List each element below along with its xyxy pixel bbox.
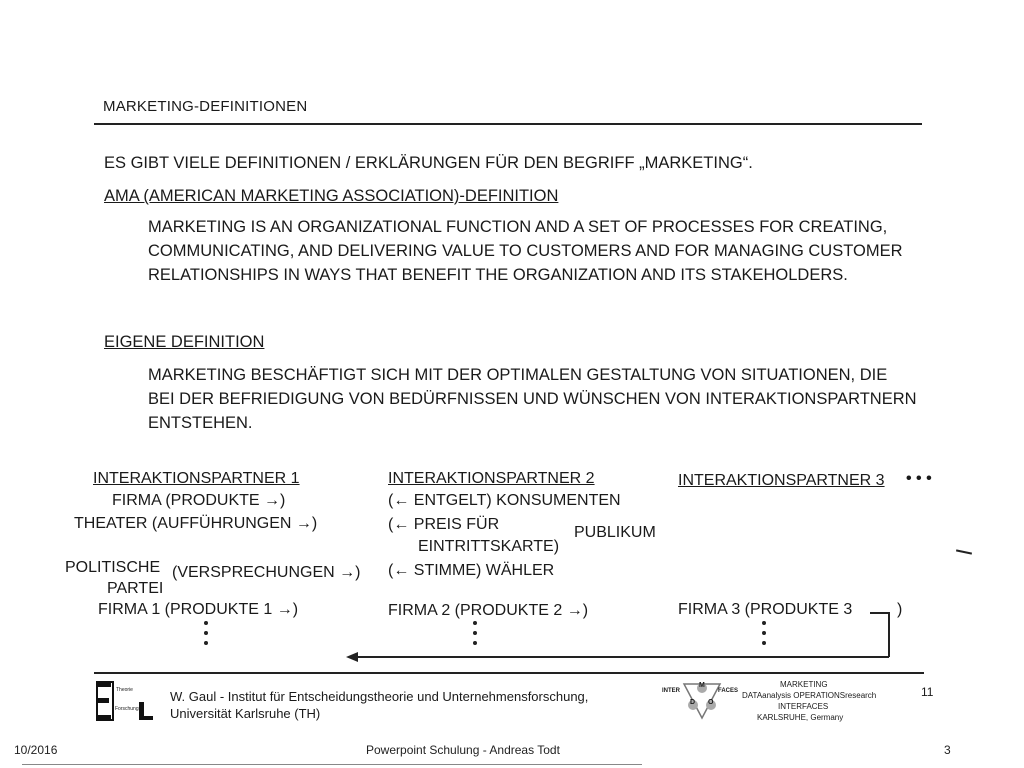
partner1-row3a: POLITISCHE	[65, 559, 161, 576]
footer-right-line3: INTERFACES	[778, 702, 829, 711]
footer-right-line2: DATAanalysis OPERATIONSresearch	[742, 691, 877, 700]
footer-right-line1: MARKETING	[780, 680, 828, 689]
partner2-heading: INTERAKTIONSPARTNER 2	[388, 470, 595, 487]
slide-page-number: 11	[921, 685, 934, 699]
mdo-logo-m: M	[699, 682, 705, 689]
title-divider	[94, 123, 922, 125]
partner2-row2b: EINTRITTSKARTE)	[418, 538, 560, 555]
institute-line2: Universität Karlsruhe (TH)	[170, 706, 321, 721]
partner2-row2c: PUBLIKUM	[574, 524, 656, 541]
ama-definition: MARKETING IS AN ORGANIZATIONAL FUNCTION AND A SET OF PROCESSES FOR CREATING, COMMUNICATING, AND DELIVERING VALUE TO CUSTOMERS AND FOR MANAGING CUSTOMER RELATIONSHIPS IN WAYS THAT BENEFIT THE ORGANIZATION AND ITS STAKEHOLDERS.	[148, 218, 903, 284]
footer-divider	[94, 672, 924, 674]
partner1-row1: FIRMA (PRODUKTE →)	[112, 492, 286, 509]
partner3-row4-close: )	[897, 601, 903, 618]
mdo-logo	[662, 680, 742, 722]
own-definition-heading: EIGENE DEFINITION	[104, 333, 265, 351]
return-arrow	[340, 605, 900, 665]
own-definition: MARKETING BESCHÄFTIGT SICH MIT DER OPTIMALEN GESTALTUNG VON SITUATIONEN, DIE BEI DER BEFRIEDIGUNG VON BEDÜRFNISSEN UND WÜNSCHEN VON INTERAKTIONSPARTNERN ENTSTEHEN.	[148, 366, 917, 432]
partner1-row3c: (VERSPRECHUNGEN →)	[172, 564, 361, 581]
partner1-heading: INTERAKTIONSPARTNER 1	[93, 470, 300, 487]
partner3-heading: INTERAKTIONSPARTNER 3	[678, 472, 885, 489]
scan-mark-right	[956, 549, 972, 554]
lead-text: ES GIBT VIELE DEFINITIONEN / ERKLÄRUNGEN FÜR DEN BEGRIFF „MARKETING“.	[104, 154, 753, 172]
partner2-row4: FIRMA 2 (PRODUKTE 2 →)	[388, 602, 589, 619]
partner3-ellipsis: • • •	[906, 470, 932, 487]
mdo-logo-right-text: FACES	[718, 688, 739, 694]
mdo-logo-o: O	[708, 699, 714, 706]
presentation-footer-title: Powerpoint Schulung - Andreas Todt	[366, 743, 560, 757]
partner1-row3b: PARTEI	[107, 580, 164, 597]
footer-right-line4: KARLSRUHE, Germany	[757, 713, 844, 722]
bottom-edge-line	[22, 764, 642, 765]
partner3-row4: FIRMA 3 (PRODUKTE 3	[678, 601, 853, 618]
ama-heading: AMA (AMERICAN MARKETING ASSOCIATION)-DEFINITION	[104, 187, 559, 205]
partner2-row2a: (← PREIS FÜR	[388, 516, 500, 533]
ifu-logo	[95, 680, 155, 722]
vertical-dots-col1	[204, 621, 208, 651]
slide-title: MARKETING-DEFINITIONEN	[103, 98, 308, 115]
presentation-date: 10/2016	[14, 743, 58, 757]
ifu-logo-top-text: Theorie	[116, 687, 133, 693]
presentation-page-number: 3	[944, 743, 951, 757]
partner2-row1: (← ENTGELT) KONSUMENTEN	[388, 492, 621, 509]
mdo-logo-d: D	[690, 699, 696, 706]
partner2-row3: (← STIMME) WÄHLER	[388, 562, 555, 579]
partner1-row2: THEATER (AUFFÜHRUNGEN →)	[74, 515, 318, 532]
mdo-logo-left-text: INTER	[662, 688, 680, 694]
institute-line1: W. Gaul - Institut für Entscheidungstheorie und Unternehmensforschung,	[170, 689, 589, 704]
ifu-logo-bottom-text: Forschung	[115, 706, 139, 712]
partner1-row4: FIRMA 1 (PRODUKTE 1 →)	[98, 601, 299, 618]
